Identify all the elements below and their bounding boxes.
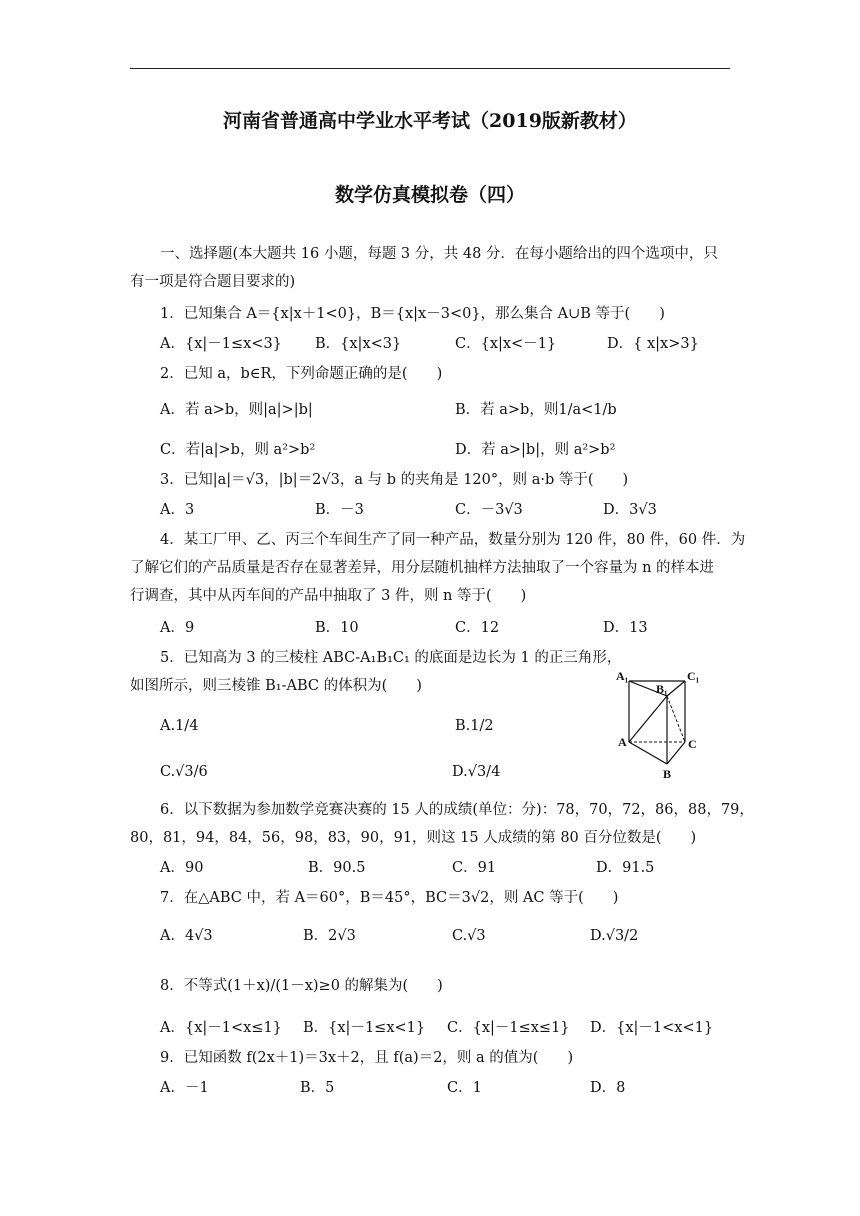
section-heading-line2: 有一项是符合题目要求的) [130,274,296,290]
label-b: B [663,767,672,781]
q1-option-a: A．{x|－1≤x<3} [160,336,282,352]
q4-option-d: D．13 [603,620,648,636]
q2-option-a: A．若 a>b，则|a|>|b| [160,402,313,418]
label-a: A [618,735,627,749]
label-a1: A₁ [616,669,629,683]
q8-option-c: C．{x|－1≤x≤1} [447,1020,570,1036]
prism-figure [615,664,715,784]
q6-option-d: D．91.5 [596,860,655,876]
q6-stem-line2: 80，81，94，84，56，98，83，90，91，则这 15 人成绩的第 80 百分位数是( ) [130,830,697,846]
q7-option-d: D.√3/2 [590,928,639,944]
label-b1: B₁ [656,682,668,696]
q4-stem-line1: 4．某工厂甲、乙、丙三个车间生产了同一种产品，数量分别为 120 件，80 件，60 件．为 [160,532,746,548]
q3-option-b: B．－3 [315,502,364,518]
q3-option-d: D．3√3 [603,502,657,518]
q1-option-d: D．{ x|x>3} [607,336,699,352]
q4-option-a: A．9 [160,620,195,636]
q4-option-c: C．12 [455,620,500,636]
q5-stem-line1: 5．已知高为 3 的三棱柱 ABC-A₁B₁C₁ 的底面是边长为 1 的正三角形， [160,650,622,666]
q2-option-b: B．若 a>b，则1/a<1/b [455,402,617,418]
q8-option-b: B．{x|－1≤x<1} [303,1020,426,1036]
q5-option-a: A.1/4 [160,718,199,734]
q5-option-c: C.√3/6 [160,764,208,780]
q1-stem: 1．已知集合 A＝{x|x＋1<0}，B＝{x|x－3<0}，那么集合 A∪B 等于( ) [160,306,665,322]
q9-option-d: D．8 [590,1080,626,1096]
q7-stem: 7．在△ABC 中，若 A＝60°，B＝45°，BC＝3√2，则 AC 等于( ) [160,890,619,906]
q5-option-b: B.1/2 [455,718,494,734]
q6-option-a: A．90 [160,860,204,876]
label-c: C [688,737,697,751]
q6-stem-line1: 6．以下数据为参加数学竞赛决赛的 15 人的成绩(单位：分)：78，70，72，86，88，79， [160,802,754,818]
q5-option-d: D.√3/4 [452,764,501,780]
page-subtitle: 数学仿真模拟卷（四） [334,184,525,206]
q6-option-b: B．90.5 [308,860,366,876]
q7-option-a: A．4√3 [160,928,213,944]
q2-stem: 2．已知 a，b∈R，下列命题正确的是( ) [160,366,443,382]
q1-option-c: C．{x|x<－1} [455,336,557,352]
section-heading-line1: 一、选择题(本大题共 16 小题，每题 3 分，共 48 分．在每小题给出的四个选项中，只 [160,246,718,262]
q9-option-b: B．5 [300,1080,335,1096]
q6-option-c: C．91 [452,860,497,876]
q2-option-c: C．若|a|>b，则 a²>b² [160,442,316,458]
q7-option-c: C.√3 [452,928,486,944]
q4-stem-line2: 了解它们的产品质量是否存在显著差异，用分层随机抽样方法抽取了一个容量为 n 的样本进 [130,560,715,576]
q8-stem: 8．不等式(1＋x)/(1－x)≥0 的解集为( ) [160,978,443,994]
q3-option-c: C．－3√3 [455,502,523,518]
q7-option-b: B．2√3 [303,928,356,944]
q9-option-c: C．1 [447,1080,482,1096]
q1-option-b: B．{x|x<3} [315,336,402,352]
q5-stem-line2: 如图所示，则三棱锥 B₁-ABC 的体积为( ) [130,678,422,694]
q3-stem: 3．已知|a|＝√3，|b|＝2√3，a 与 b 的夹角是 120°，则 a·b 等于( ) [160,472,629,488]
page-title: 河南省普通高中学业水平考试（2019版新教材） [223,110,637,132]
q3-option-a: A．3 [160,502,195,518]
q4-stem-line3: 行调查，其中从丙车间的产品中抽取了 3 件，则 n 等于( ) [130,588,527,604]
q8-option-a: A．{x|－1<x≤1} [160,1020,282,1036]
q9-stem: 9．已知函数 f(2x＋1)＝3x＋2，且 f(a)＝2，则 a 的值为( ) [160,1050,574,1066]
q2-option-d: D．若 a>|b|，则 a²>b² [455,442,616,458]
header-rule [130,68,730,69]
q8-option-d: D．{x|－1<x<1} [590,1020,714,1036]
label-c1: C₁ [687,669,700,683]
q9-option-a: A．－1 [160,1080,209,1096]
q4-option-b: B．10 [315,620,359,636]
